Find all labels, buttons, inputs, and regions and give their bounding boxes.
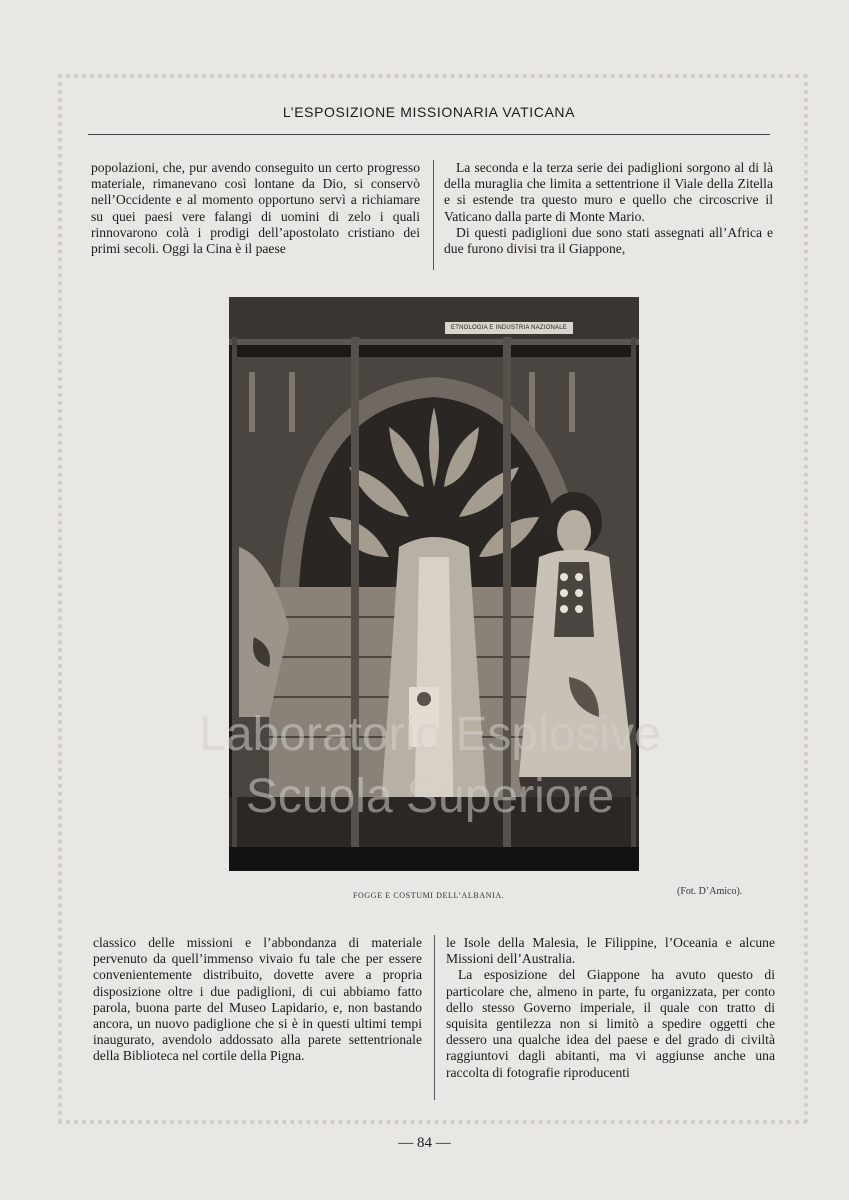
paragraph: le Isole della Malesia, le Filippine, l’Oceania e alcune Missioni dell’Australia. xyxy=(446,935,775,967)
running-header: L’ESPOSIZIONE MISSIONARIA VATICANA xyxy=(282,104,576,120)
photograph-albanian-costumes xyxy=(229,297,639,871)
photograph-image xyxy=(229,297,639,871)
exhibit-sign: ETNOLOGIA E INDUSTRIA NAZIONALE xyxy=(445,322,573,334)
top-right-column xyxy=(444,160,773,257)
paragraph: La seconda e la terza serie dei padiglioni sorgono al di là della muraglia che limita a settentrione il Viale della Zitella e si estende tra questo muro e quello che circoscrive il Vaticano dalla parte di Monte Mario. xyxy=(444,160,773,224)
watermark-line: Scuola Superiore xyxy=(245,770,615,823)
figure-caption: FOGGE E COSTUMI DELL’ALBANIA. xyxy=(353,891,505,900)
watermark-line: Laboratorio Esplosive xyxy=(199,708,661,761)
bottom-left-column xyxy=(93,935,422,1065)
column-divider xyxy=(433,160,434,270)
top-left-column xyxy=(91,160,420,257)
bottom-right-column xyxy=(446,935,775,1081)
paragraph: popolazioni, che, pur avendo conseguito un certo progresso materiale, rimanevano così lontane da Dio, si conservò nell’Occidente e al momento opportuno servì a richiamare su quei paesi vere falangi di uomini di zelo i quali rinnovarono colà i prodigi dell’apostolato cristiano dei primi secoli. Oggi la Cina è il paese xyxy=(91,160,420,257)
paragraph: Di questi padiglioni due sono stati assegnati all’Africa e due furono divisi tra il Giappone, xyxy=(444,224,773,257)
photo-credit: (Fot. D’Amico). xyxy=(677,886,743,897)
page-number: — 84 — xyxy=(398,1135,451,1151)
paragraph: classico delle missioni e l’abbondanza di materiale pervenuto da quell’immenso vivaio fu tale che per essere convenientemente distribuito, dovette avere a propria disposizione oltre i due padiglioni, di cui abbiamo fatto parola, buona parte del Museo Lapidario, e, non bastando ancora, un nuovo padiglione che si è in questi ultimi tempi inaugurato, avendolo addossato alla parete settentrionale della Biblioteca nel cortile della Pigna. xyxy=(93,935,422,1064)
header-rule xyxy=(88,134,770,135)
paragraph: La esposizione del Giappone ha avuto questo di particolare che, almeno in parte, fu organizzata, per conto dello stesso Governo imperiale, il quale con tratto di squisita gentilezza non si limitò a spedire oggetti che dessero una qualche idea del paese e del grado di civiltà raggiuntovi dagli abitanti, ma vi aggiunse anche una raccolta di fotografie riproducenti xyxy=(446,967,775,1080)
column-divider xyxy=(434,935,435,1100)
